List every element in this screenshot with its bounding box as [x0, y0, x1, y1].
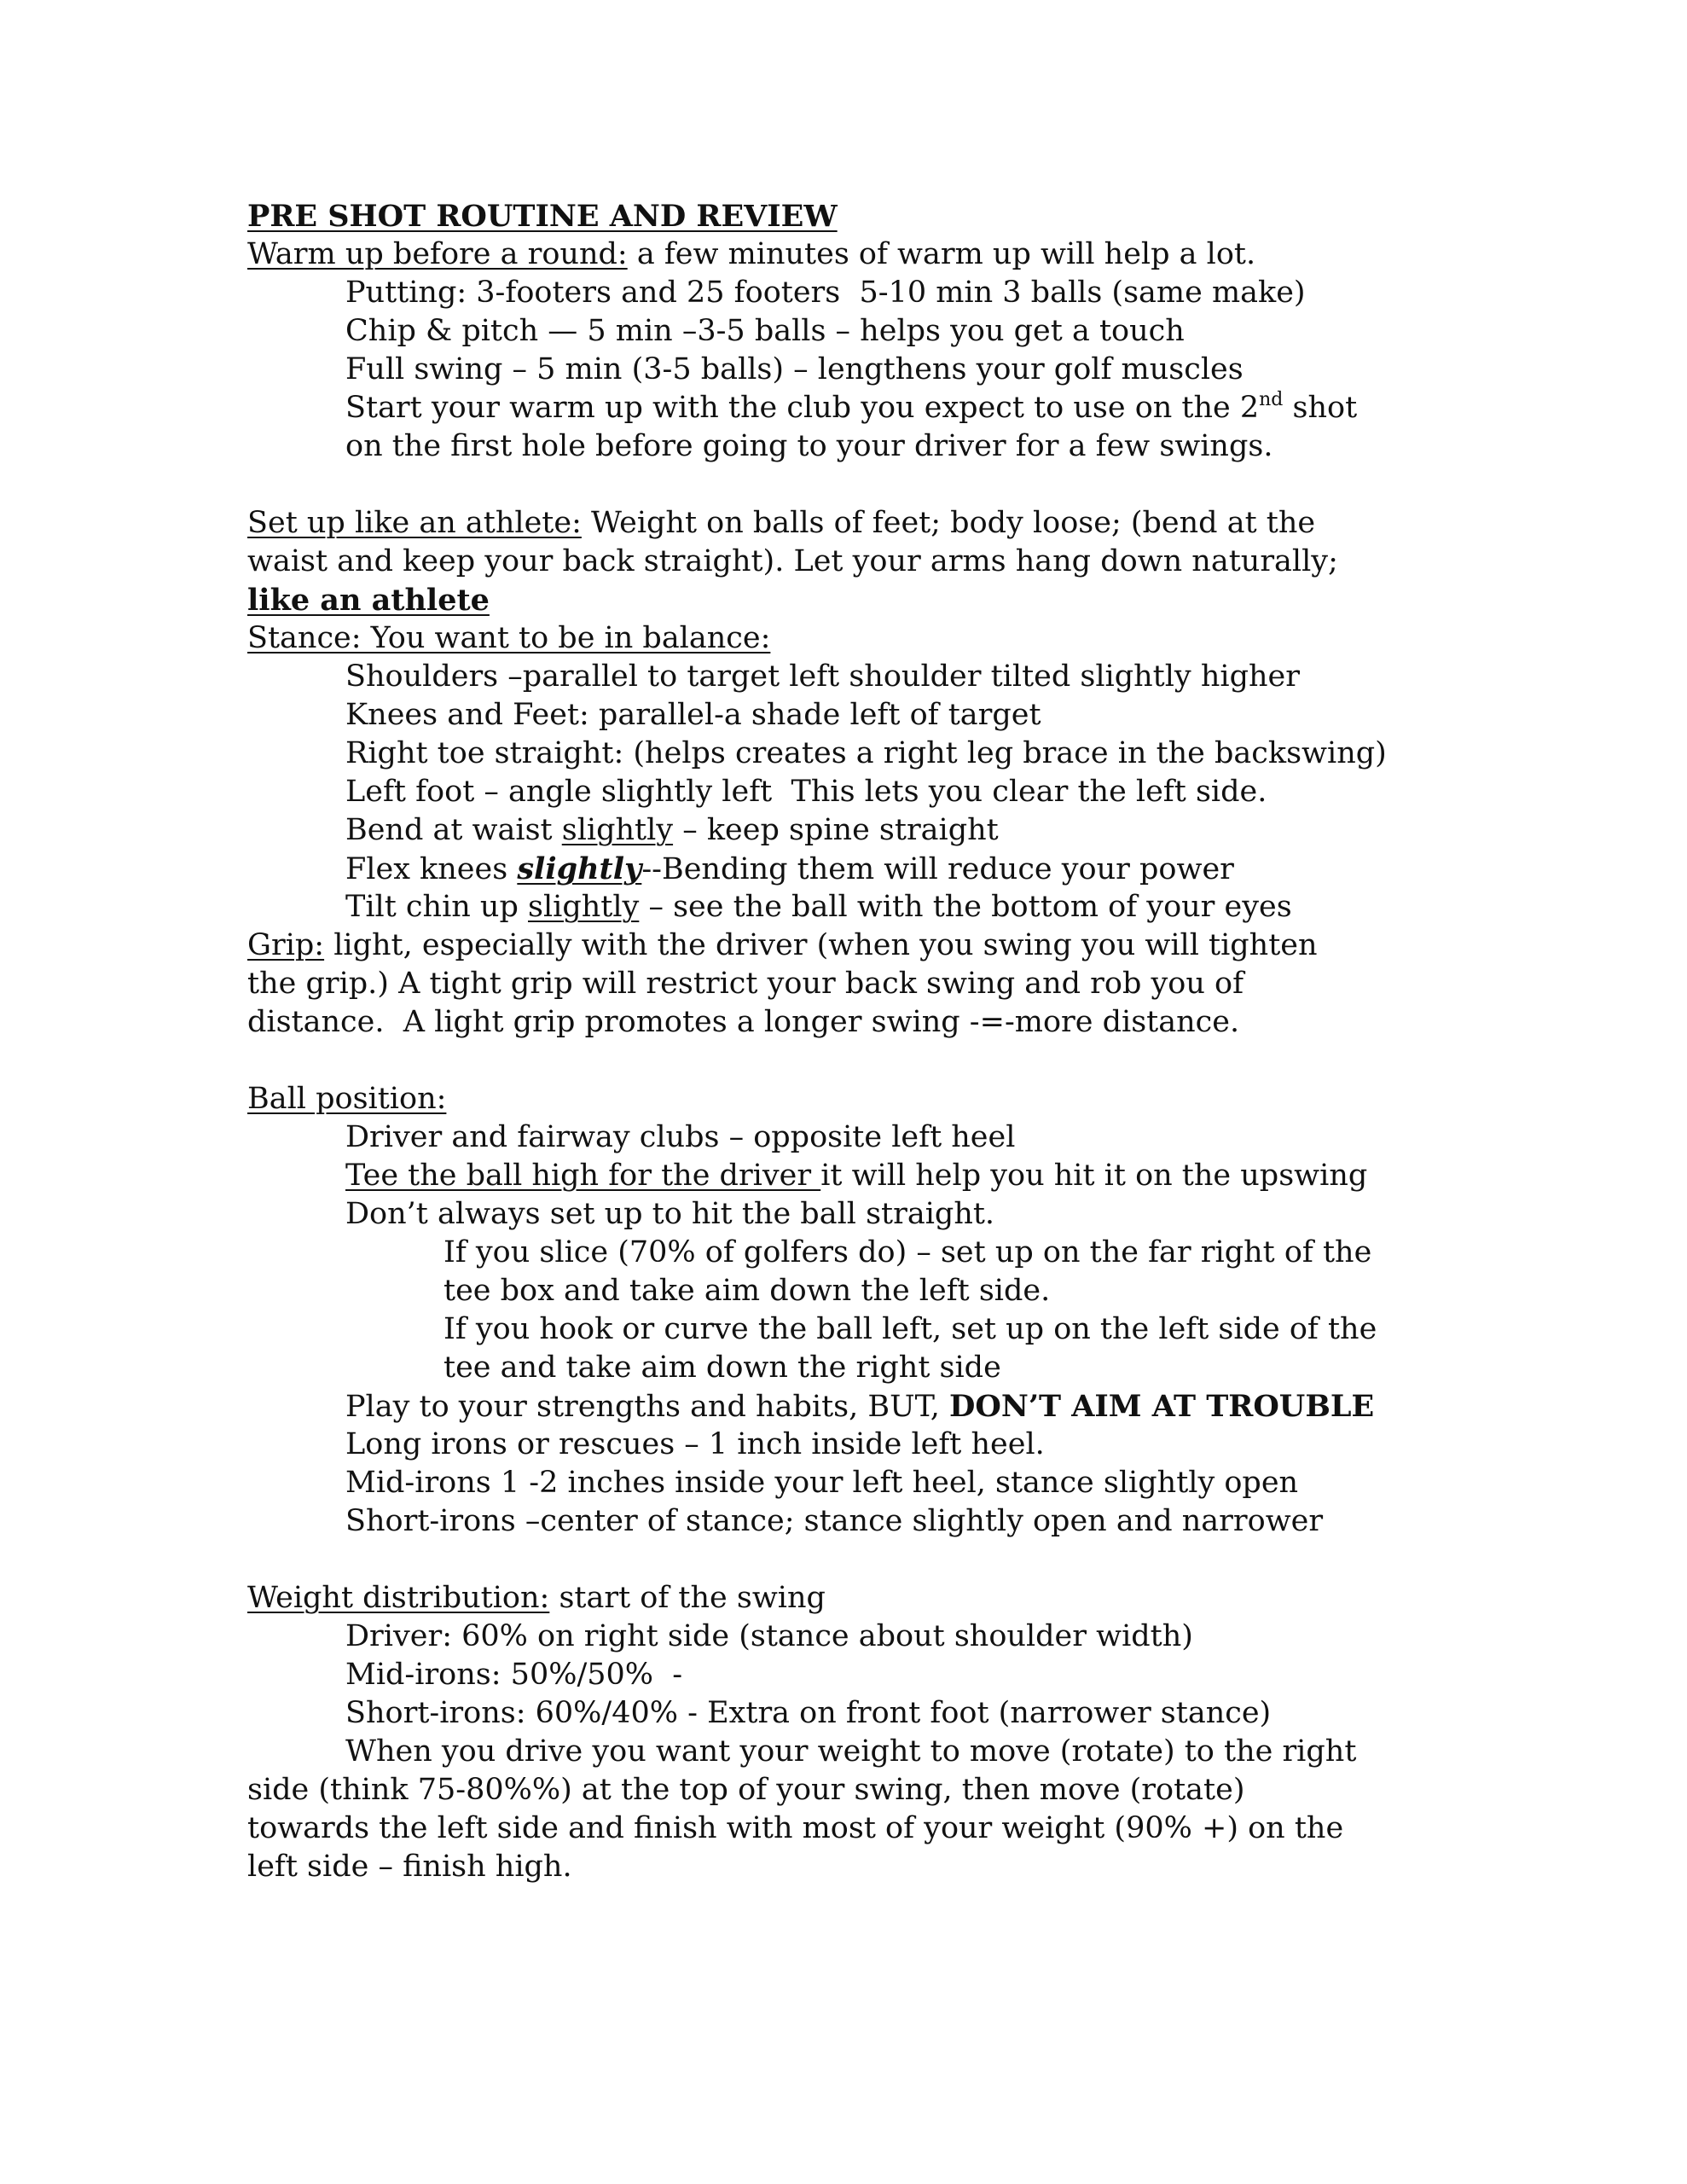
weight-short: Short-irons: 60%/40% - Extra on front foot (narrower stance): [345, 1696, 1272, 1730]
stance-heading: Stance: You want to be in balance:: [247, 621, 771, 655]
stance-bend-text: Bend at waist: [345, 813, 562, 847]
ball-position-play-line: [345, 1387, 1482, 1426]
weight-line1: [247, 1579, 1482, 1618]
weight-paragraph-line3: towards the left side and finish with most of your weight (90% +) on the: [247, 1811, 1344, 1845]
ball-position-heading: Ball position:: [247, 1082, 447, 1116]
stance-tilt-text: Tilt chin up: [345, 890, 528, 924]
stance-bend-emphasis: slightly: [561, 813, 674, 847]
stance-knees-feet: Knees and Feet: parallel-a shade left of target: [345, 698, 1041, 732]
warmup-full-swing: Full swing – 5 min (3-5 balls) – lengthens your golf muscles: [345, 352, 1244, 386]
ball-position-short-irons: Short-irons –center of stance; stance slightly open and narrower: [345, 1504, 1324, 1538]
weight-mid: Mid-irons: 50%/50% -: [345, 1658, 683, 1692]
warmup-intro: a few minutes of warm up will help a lot.: [627, 237, 1256, 271]
stance-tilt-emphasis: slightly: [528, 890, 640, 924]
warmup-start-line: [345, 389, 1482, 427]
weight-heading: Weight distribution:: [247, 1581, 550, 1615]
weight-driver: Driver: 60% on right side (stance about shoulder width): [345, 1619, 1193, 1653]
stance-flex-line: [345, 850, 1482, 889]
setup-line2: waist and keep your back straight). Let your arms hang down naturally;: [247, 544, 1338, 578]
stance-bend-line: [345, 811, 1482, 850]
ball-position-dont: Don’t always set up to hit the ball straight.: [345, 1197, 995, 1231]
stance-bend-rest: – keep spine straight: [673, 813, 999, 847]
grip-heading: Grip:: [247, 928, 325, 962]
ball-position-hook1: If you hook or curve the ball left, set up on the left side of the: [443, 1312, 1377, 1346]
weight-paragraph-line4: left side – finish high.: [247, 1850, 572, 1884]
warmup-putting: Putting: 3-footers and 25 footers 5-10 min 3 balls (same make): [345, 276, 1306, 310]
ball-position-warning: DON’T AIM AT TROUBLE: [949, 1389, 1375, 1424]
ball-position-tee-emphasis: Tee the ball high for the driver: [345, 1159, 821, 1193]
stance-left-foot: Left foot – angle slightly left This lets you clear the left side.: [345, 775, 1267, 809]
ball-position-play-text: Play to your strengths and habits, BUT,: [345, 1390, 950, 1424]
stance-right-toe: Right toe straight: (helps creates a right leg brace in the backswing): [345, 736, 1387, 770]
stance-flex-emphasis: slightly: [517, 851, 642, 886]
warmup-start-line2: on the first hole before going to your driver for a few swings.: [345, 429, 1273, 463]
weight-paragraph-line1: When you drive you want your weight to move (rotate) to the right: [345, 1734, 1357, 1769]
warmup-start-text: Start your warm up with the club you expect to use on the 2: [345, 391, 1260, 425]
ball-position-tee-line: [345, 1157, 1482, 1195]
ball-position-hook2: tee and take aim down the right side: [443, 1350, 1001, 1385]
stance-flex-text: Flex knees: [345, 852, 518, 886]
grip-line2: the grip.) A tight grip will restrict your back swing and rob you of: [247, 967, 1244, 1001]
setup-heading: Set up like an athlete:: [247, 506, 582, 540]
warmup-heading: Warm up before a round:: [247, 237, 628, 271]
ball-position-tee-rest: it will help you hit it on the upswing: [820, 1159, 1368, 1193]
ball-position-slice1: If you slice (70% of golfers do) – set up on the far right of the: [443, 1235, 1372, 1269]
stance-flex-rest: --Bending them will reduce your power: [641, 852, 1234, 886]
grip-line3: distance. A light grip promotes a longer swing -=-more distance.: [247, 1005, 1240, 1039]
weight-intro: start of the swing: [549, 1581, 826, 1615]
stance-shoulders: Shoulders –parallel to target left shoulder tilted slightly higher: [345, 659, 1300, 694]
warmup-chip: Chip & pitch — 5 min –3-5 balls – helps you get a touch: [345, 314, 1185, 348]
warmup-intro-line: [247, 235, 1482, 274]
ball-position-long-irons: Long irons or rescues – 1 inch inside left heel.: [345, 1427, 1045, 1461]
ball-position-slice2: tee box and take aim down the left side.: [443, 1274, 1051, 1308]
setup-emphasis: like an athlete: [247, 583, 490, 618]
ball-position-driver: Driver and fairway clubs – opposite left heel: [345, 1120, 1016, 1154]
setup-text1: Weight on balls of feet; body loose; (bend at the: [581, 506, 1316, 540]
stance-tilt-rest: – see the ball with the bottom of your eyes: [639, 890, 1292, 924]
grip-line1: [247, 926, 1482, 965]
weight-paragraph-line2: side (think 75-80%%) at the top of your swing, then move (rotate): [247, 1773, 1245, 1807]
warmup-start-shot: shot: [1283, 391, 1358, 425]
ball-position-mid-irons: Mid-irons 1 -2 inches inside your left heel, stance slightly open: [345, 1466, 1299, 1500]
stance-tilt-line: [345, 888, 1482, 926]
setup-line1: [247, 504, 1482, 543]
grip-text1: light, especially with the driver (when you swing you will tighten: [324, 928, 1318, 962]
page-title: PRE SHOT ROUTINE AND REVIEW: [247, 199, 838, 234]
superscript-nd: nd: [1259, 389, 1284, 410]
